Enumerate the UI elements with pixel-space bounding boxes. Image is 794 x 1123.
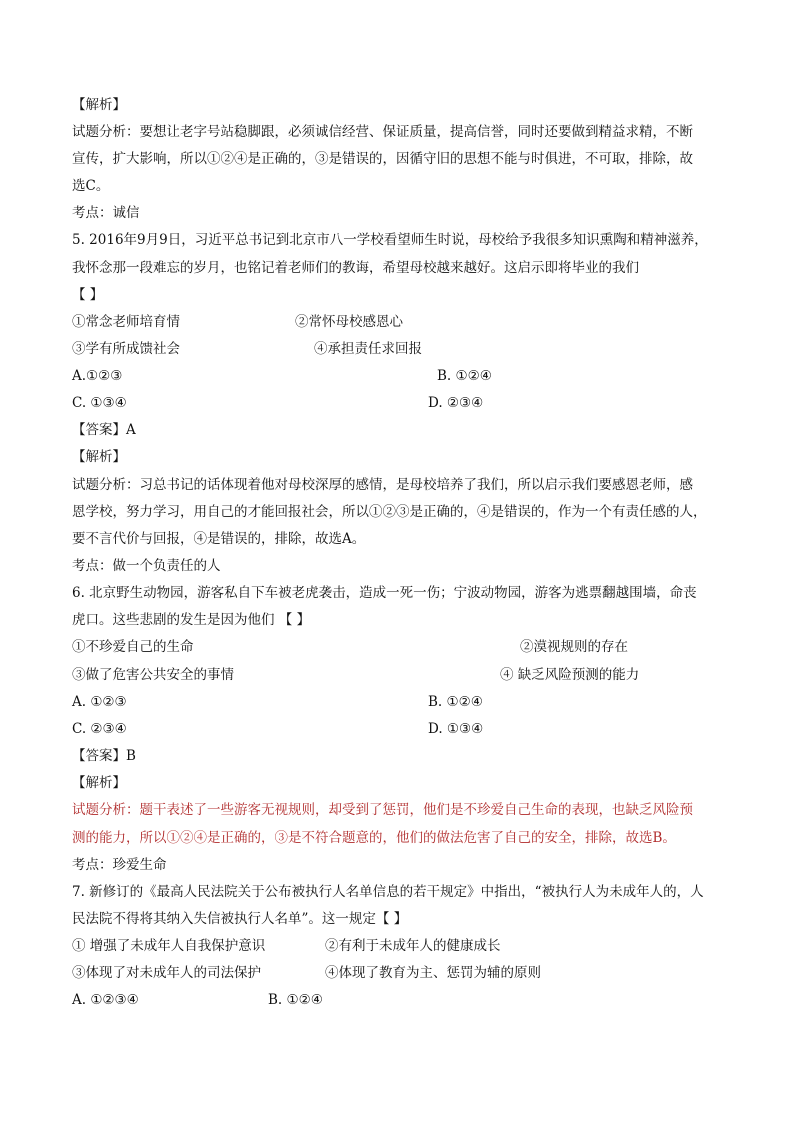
question-5-stem: 我怀念那一段难忘的岁月，也铭记着老师们的教诲，希望母校越来越好。这启示即将毕业的我们	[72, 260, 639, 276]
choice-option: A.①②③	[72, 368, 123, 384]
statement-item: ③做了危害公共安全的事情	[72, 667, 234, 683]
choice-option: B. ①②④	[437, 368, 492, 384]
analysis-text-line: 选C。	[72, 178, 110, 194]
choice-option: A. ①②③④	[72, 992, 139, 1008]
question-6-stem: 虎口。这些悲剧的发生是因为他们 【 】	[72, 612, 311, 628]
statement-item: ③体现了对未成年人的司法保护	[72, 965, 261, 981]
analysis-text-line: 测的能力，所以①②④是正确的，③是不符合题意的，他们的做法危害了自己的安全，排除，故选B。	[72, 830, 676, 846]
choice-option: D. ①③④	[428, 721, 484, 737]
choice-option: C. ①③④	[72, 395, 127, 411]
analysis-header: 【解析】	[72, 775, 126, 791]
statement-item: ④体现了教育为主、惩罚为辅的原则	[325, 965, 541, 981]
answer-line: 【答案】A	[72, 422, 136, 438]
statement-item: ④ 缺乏风险预测的能力	[500, 667, 640, 683]
analysis-text-line: 试题分析：要想让老字号站稳脚跟，必须诚信经营、保证质量，提高信誉，同时还要做到精益求精，不断	[72, 124, 693, 140]
analysis-text-line: 恩学校，努力学习，用自己的才能回报社会，所以①②③是正确的，④是错误的，作为一个有责任感的人，	[72, 504, 707, 520]
analysis-text-line: 要不言代价与回报，④是错误的，排除，故选A。	[72, 531, 366, 547]
choice-option: B. ①②④	[268, 992, 323, 1008]
analysis-header: 【解析】	[72, 97, 126, 113]
question-7-stem: 民法院不得将其纳入失信被执行人名单”。这一规定【 】	[72, 911, 408, 927]
statement-item: ②有利于未成年人的健康成长	[325, 938, 501, 954]
key-point: 考点：诚信	[72, 205, 140, 221]
statement-item: ②常怀母校感恩心	[295, 314, 403, 330]
key-point: 考点：珍爱生命	[72, 857, 167, 873]
statement-item: ②漠视规则的存在	[520, 639, 628, 655]
analysis-text-line: 宣传，扩大影响，所以①②④是正确的，③是错误的，因循守旧的思想不能与时俱进，不可取，排除，故	[72, 151, 693, 167]
key-point: 考点：做一个负责任的人	[72, 558, 221, 574]
question-5-stem: 5. 2016年9月9日，习近平总书记到北京市八一学校看望师生时说，母校给予我很多知识熏陶和精神滋养，	[72, 232, 708, 248]
statement-item: ① 增强了未成年人自我保护意识	[72, 938, 266, 954]
statement-item: ①常念老师培育情	[72, 314, 180, 330]
answer-line: 【答案】B	[72, 748, 136, 764]
question-6-stem: 6. 北京野生动物园，游客私自下车被老虎袭击，造成一死一伤；宁波动物园，游客为逃票翻越围墙，命丧	[72, 585, 697, 601]
question-7-stem: 7. 新修订的《最高人民法院关于公布被执行人名单信息的若干规定》中指出，“被执行人为未成年人的，人	[72, 884, 704, 900]
choice-option: B. ①②④	[428, 694, 483, 710]
statement-item: ④承担责任求回报	[314, 341, 422, 357]
choice-option: A. ①②③	[72, 694, 127, 710]
statement-item: ③学有所成馈社会	[72, 341, 180, 357]
analysis-text-line: 试题分析：习总书记的话体现着他对母校深厚的感情，是母校培养了我们，所以启示我们要感恩老师，感	[72, 477, 693, 493]
answer-bracket: 【 】	[72, 287, 104, 303]
analysis-header: 【解析】	[72, 449, 126, 465]
analysis-text-line: 试题分析：题干表述了一些游客无视规则，却受到了惩罚，他们是不珍爱自己生命的表现，也缺乏风险预	[72, 802, 693, 818]
choice-option: C. ②③④	[72, 721, 127, 737]
statement-item: ①不珍爱自己的生命	[72, 639, 194, 655]
choice-option: D. ②③④	[428, 395, 484, 411]
